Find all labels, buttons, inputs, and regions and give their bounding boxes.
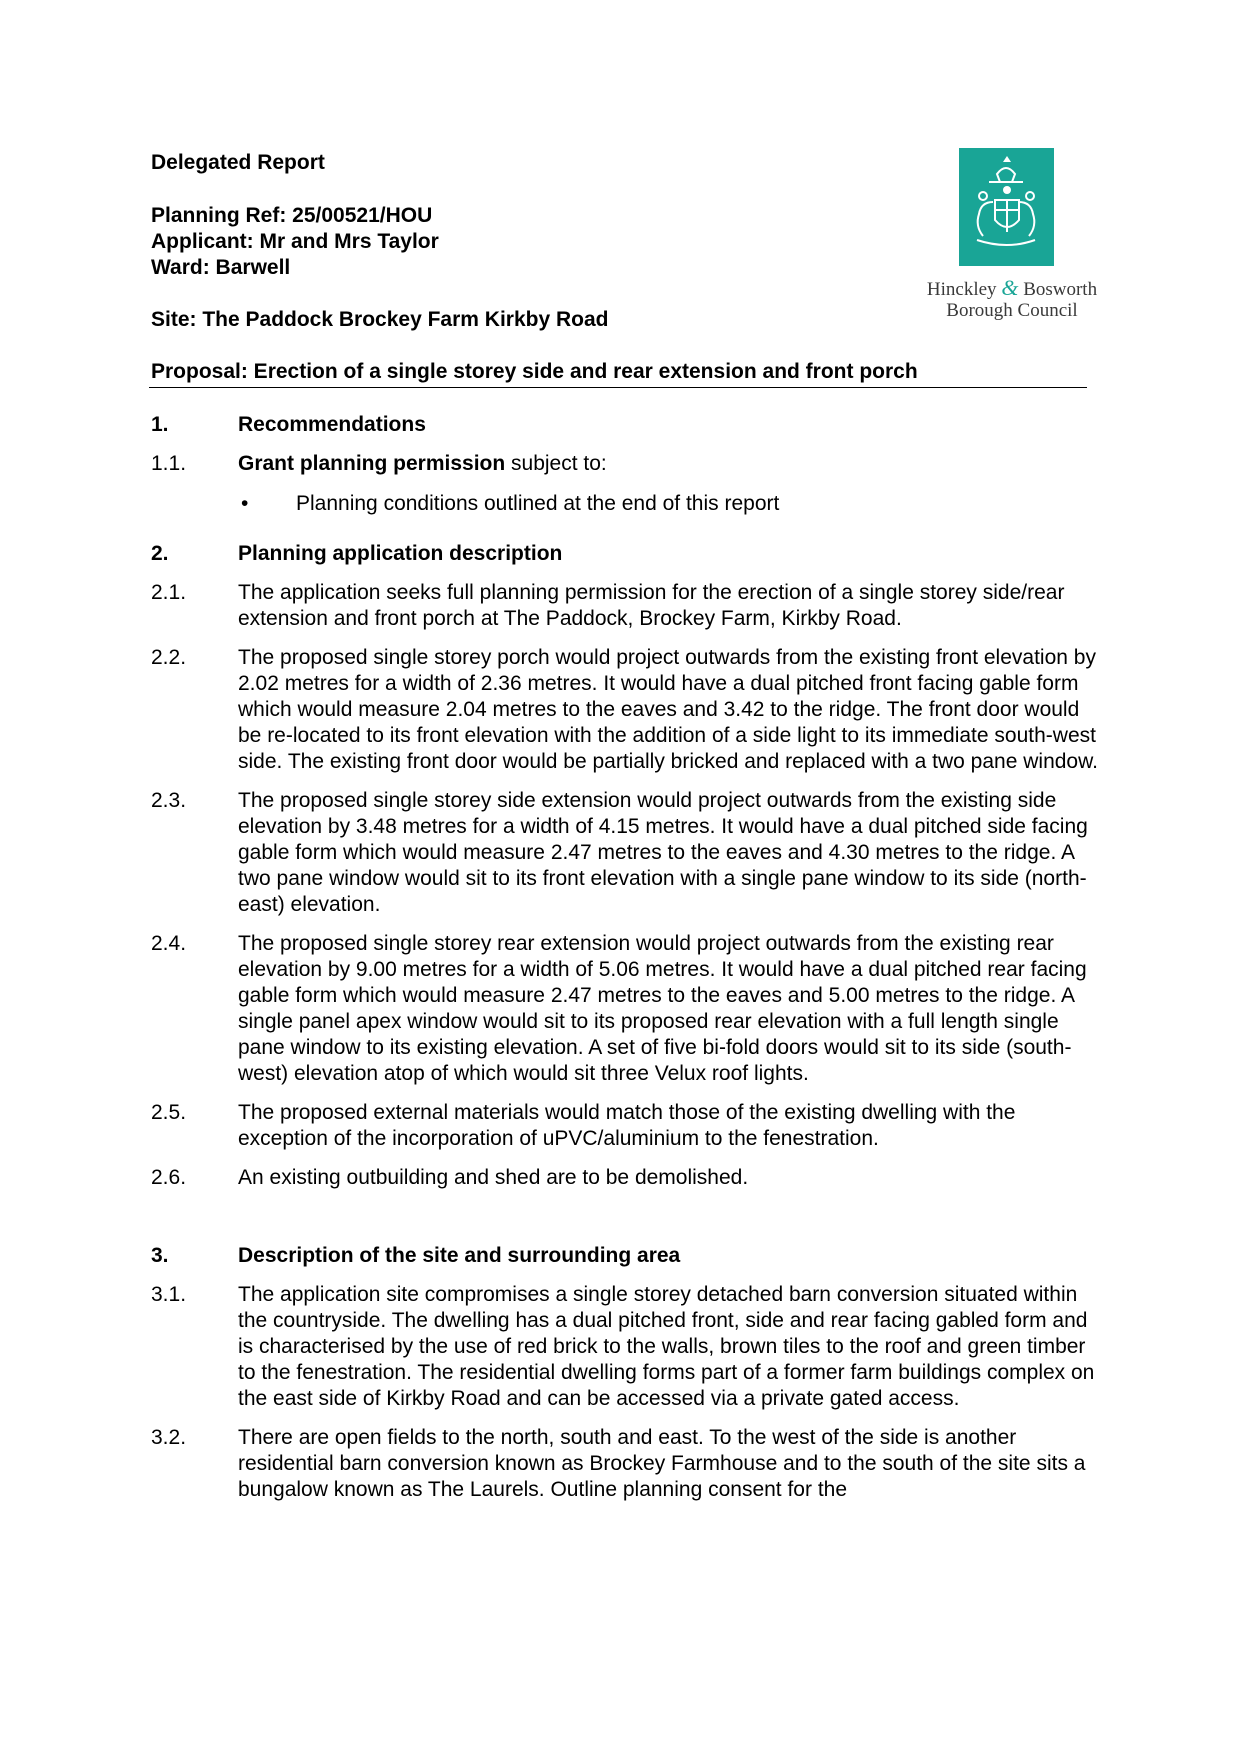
paragraph-3-2: 3.2. There are open fields to the north, south and east. To the west of the side is another residential barn conversion known as Brockey Farmhouse and to the south of the site sits a bungalow known as The Laurels. Outline planning consent for the (151, 1426, 1086, 1501)
bullet-icon: • (241, 492, 249, 515)
paragraph-1-1: 1.1. Grant planning permission subject to: (151, 452, 607, 475)
logo-wordmark-line2: Borough Council (946, 300, 1078, 321)
proposal: Proposal: Erection of a single storey side and rear extension and front porch (151, 360, 918, 383)
paragraph-2-4: 2.4. The proposed single storey rear extension would project outwards from the existing rear elevation by 9.00 metres for a width of 5.06 metres. It would have a dual pitched rear facing gable form which would measure 2.47 metres to the eaves and 5.00 metres to the ridge. A single panel apex window would sit to its proposed rear elevation with a full length single pane window to its existing elevation. A set of five bi-fold doors would sit to its side (south-west) elevation atop of which would sit three Velux roof lights. (151, 932, 1087, 1085)
paragraph-2-1: 2.1. The application seeks full planning permission for the erection of a single storey side/rear extension and front porch at The Paddock, Brockey Farm, Kirkby Road. (151, 581, 1065, 630)
paragraph-3-1: 3.1. The application site compromises a single storey detached barn conversion situated within the countryside. The dwelling has a dual pitched front, side and rear facing gabled form and is characterised by the use of red brick to the walls, brown tiles to the roof and green timber to the fenestration. The residential dwelling forms part of a former farm buildings complex on the east side of Kirkby Road and can be accessed via a private gated access. (151, 1283, 1095, 1410)
paragraph-2-3: 2.3. The proposed single storey side extension would project outwards from the existing side elevation by 3.48 metres for a width of 4.15 metres. It would have a dual pitched side facing gable form which would measure 2.47 metres to the eaves and 4.30 metres to the ridge. A two pane window would sit to its front elevation with a single pane window to its side (north-east) elevation. (151, 789, 1088, 916)
ward: Ward: Barwell (151, 256, 291, 279)
list-item: • Planning conditions outlined at the end of this report (241, 492, 780, 515)
coat-of-arms-icon (959, 148, 1054, 266)
planning-ref: Planning Ref: 25/00521/HOU (151, 204, 433, 227)
paragraph-2-6: 2.6. An existing outbuilding and shed are to be demolished. (151, 1166, 749, 1189)
paragraph-2-5: 2.5. The proposed external materials would match those of the existing dwelling with the exception of the incorporation of uPVC/aluminium to the fenestration. (151, 1101, 1016, 1150)
applicant: Applicant: Mr and Mrs Taylor (151, 230, 439, 253)
section-heading: 1. Recommendations (151, 413, 426, 436)
section-heading: 2. Planning application description (151, 542, 563, 565)
paragraph-2-2: 2.2. The proposed single storey porch would project outwards from the existing front elevation by 2.02 metres for a width of 2.36 metres. It would have a dual pitched front facing gable form which would measure 2.04 metres to the eaves and 3.42 to the ridge. The front door would be re-located to its front elevation with the addition of a side light to its immediate south-west side. The existing front door would be partially bricked and replaced with a two pane window. (151, 646, 1098, 773)
report-title: Delegated Report (151, 151, 325, 174)
header-divider (149, 387, 1087, 388)
section-heading: 3. Description of the site and surrounding area (151, 1244, 681, 1267)
report-body (0, 412, 1241, 1503)
logo-wordmark-line1: Hinckley & Bosworth (926, 275, 1098, 300)
site-address: Site: The Paddock Brockey Farm Kirkby Road (151, 308, 609, 331)
